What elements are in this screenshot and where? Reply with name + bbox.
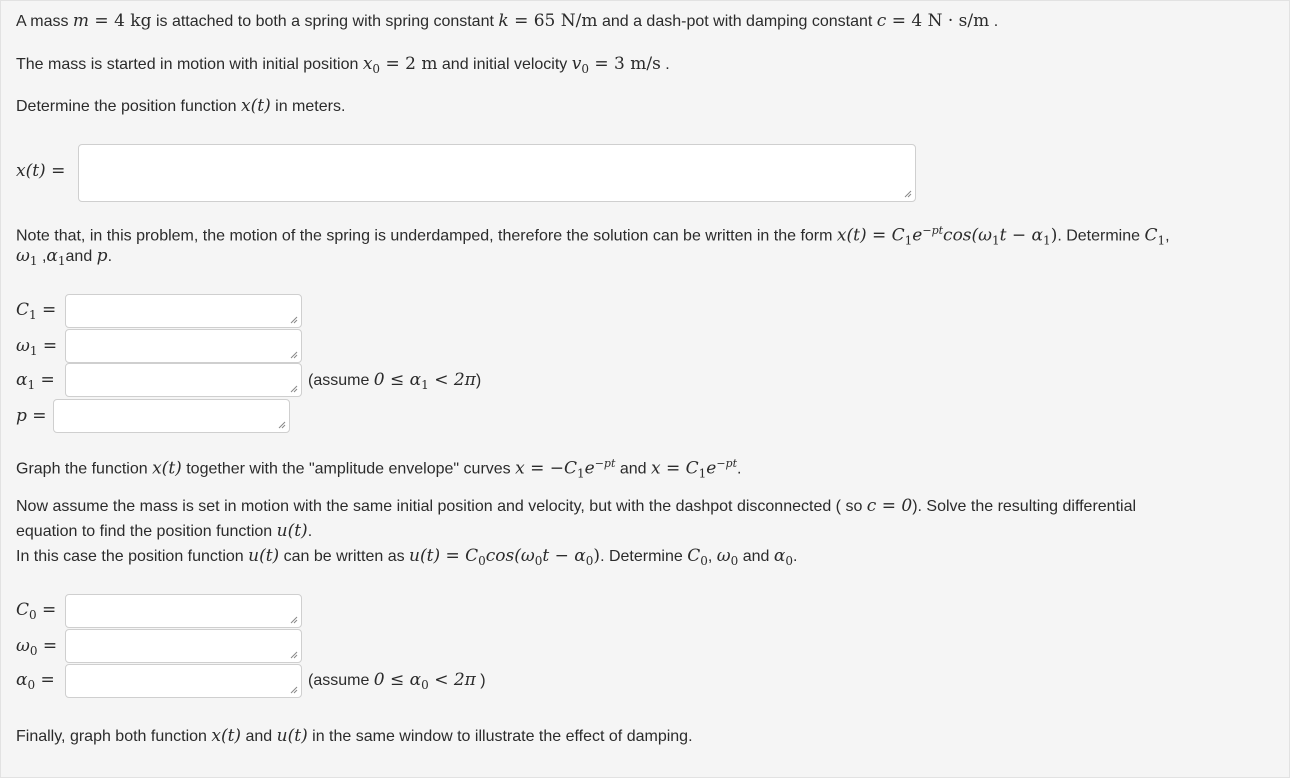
text: , xyxy=(707,548,717,565)
math-u-of-t: u(t) xyxy=(248,546,280,566)
problem-statement-line1 xyxy=(16,11,998,32)
math-x-of-t: x(t) xyxy=(152,458,182,479)
resize-grip-icon[interactable] xyxy=(289,650,298,659)
C1-input[interactable] xyxy=(65,294,302,328)
math-rest: t − α xyxy=(542,546,586,566)
resize-grip-icon[interactable] xyxy=(289,350,298,359)
math-x-of-t: x(t) xyxy=(241,96,271,116)
math-e: e xyxy=(912,225,923,246)
math-range-end: < 2π xyxy=(428,370,476,390)
math-sym: C xyxy=(16,600,30,620)
text: (assume xyxy=(308,372,374,389)
math-sym: p xyxy=(16,406,27,426)
math-sym: ω xyxy=(16,336,30,356)
math-v0: v xyxy=(571,54,582,74)
omega1-label xyxy=(16,336,57,361)
math-sub: 0 xyxy=(585,554,594,569)
math-sub: 1 xyxy=(1043,233,1051,248)
resize-grip-icon[interactable] xyxy=(289,315,298,324)
alpha1-input[interactable] xyxy=(65,363,302,397)
math-exponent: −pt xyxy=(716,457,738,470)
math-sub: 0 xyxy=(29,608,37,623)
math-range: 0 ≤ α xyxy=(373,670,422,690)
text: . xyxy=(107,248,113,265)
math-m-value: = 4 kg xyxy=(89,11,152,31)
text: and a dash-pot with damping constant xyxy=(597,13,877,30)
text: . xyxy=(792,548,798,565)
p-input[interactable] xyxy=(53,399,290,433)
math-c-value: = 4 N · s/m xyxy=(886,11,990,31)
math-sub: 0 xyxy=(534,554,543,569)
math-close: ) xyxy=(1050,225,1058,246)
text: . xyxy=(989,13,999,30)
math-sym: C xyxy=(16,300,30,320)
math-sub: 0 xyxy=(785,554,793,569)
text: In this case the position function xyxy=(16,548,249,565)
graph-instruction xyxy=(16,454,741,484)
alpha1-label xyxy=(16,370,55,395)
math-x-of-t: x(t) xyxy=(211,726,242,746)
text: . xyxy=(737,460,742,478)
math-c-zero: c = 0 xyxy=(866,496,913,516)
text: . xyxy=(307,523,313,540)
math-sub: 0 xyxy=(700,554,708,569)
text: and xyxy=(738,548,774,565)
math-rest: t − α xyxy=(999,225,1044,246)
text: together with the "amplitude envelope" curves xyxy=(181,460,516,478)
C0-label xyxy=(16,600,56,625)
text: ) xyxy=(475,372,482,389)
math-sub: 1 xyxy=(992,233,1000,248)
math-eq: = xyxy=(37,336,58,356)
text: ) xyxy=(475,672,486,689)
math-exponent: −pt xyxy=(922,224,944,237)
text: Finally, graph both function xyxy=(16,728,212,745)
p-label xyxy=(16,406,47,427)
math-eq: = xyxy=(35,370,55,390)
math-sub: 1 xyxy=(29,344,38,359)
text: can be written as xyxy=(279,548,410,565)
math-x0: x xyxy=(362,54,373,74)
text: Now assume the mass is set in motion with the same initial position and velocity, but with the dashpot disconnected ( so xyxy=(16,498,867,515)
text: and xyxy=(65,248,97,265)
math-u-of-t: u(t) xyxy=(276,726,308,746)
omega1-input[interactable] xyxy=(65,329,302,363)
math-sym: α xyxy=(16,670,28,690)
math-exponent: −pt xyxy=(594,457,616,470)
alpha1-constraint xyxy=(308,370,481,395)
math-envelope-upper: x = C xyxy=(650,458,699,479)
math-x0-value: = 2 m xyxy=(380,54,438,74)
math-C0: C xyxy=(687,546,701,566)
text: . Determine xyxy=(600,548,688,565)
math-k-value: = 65 N/m xyxy=(508,11,598,31)
math-sym: ω xyxy=(16,636,30,656)
x-of-t-label: x(t) = xyxy=(16,161,66,181)
math-k: k xyxy=(498,11,509,31)
math-sub: 1 xyxy=(904,233,913,248)
undamped-line2 xyxy=(16,521,312,542)
math-eq: = xyxy=(36,600,57,620)
text: Determine the position function xyxy=(16,98,242,115)
math-formula: u(t) = C xyxy=(409,546,479,566)
math-close: ) xyxy=(593,546,601,566)
text: Note that, in this problem, the motion of the spring is underdamped, therefore the solution can be written in the form xyxy=(16,227,837,245)
math-omega0: ω xyxy=(716,546,731,566)
math-m: m xyxy=(72,11,90,31)
final-instruction xyxy=(16,726,693,747)
math-sub: 0 xyxy=(581,62,589,77)
math-eq: = xyxy=(35,670,55,690)
math-formula: x(t) = C xyxy=(836,225,905,246)
note-line2 xyxy=(16,246,112,271)
math-omega: ω xyxy=(16,246,30,266)
text: and xyxy=(615,460,651,478)
math-envelope-lower: x = −C xyxy=(515,458,577,479)
C0-input[interactable] xyxy=(65,594,302,628)
math-eq: = xyxy=(37,636,58,656)
text: in the same window to illustrate the effect of damping. xyxy=(307,728,693,745)
omega0-label xyxy=(16,636,57,661)
math-range-end: < 2π xyxy=(428,670,476,690)
math-sub: 0 xyxy=(27,678,36,693)
math-alpha: α xyxy=(46,246,58,266)
problem-statement-line3 xyxy=(16,96,345,117)
math-sub: 1 xyxy=(29,308,37,323)
math-cos: cos(ω xyxy=(485,546,535,566)
math-p: p xyxy=(96,246,108,266)
math-sub: 1 xyxy=(1157,233,1166,248)
text: The mass is started in motion with initial position xyxy=(16,56,363,73)
alpha0-input[interactable] xyxy=(65,664,302,698)
math-sub: 0 xyxy=(29,644,38,659)
math-u-of-t: u(t) xyxy=(276,521,308,541)
math-sub: 1 xyxy=(27,378,36,393)
omega0-input[interactable] xyxy=(65,629,302,663)
text: , xyxy=(37,248,47,265)
math-cos: cos(ω xyxy=(943,225,993,246)
math-sub: 0 xyxy=(730,554,739,569)
math-C1: C xyxy=(1144,225,1158,246)
math-sub: 1 xyxy=(698,466,707,481)
text: . Determine xyxy=(1057,227,1145,245)
resize-grip-icon[interactable] xyxy=(289,685,298,694)
undamped-line3 xyxy=(16,546,797,571)
math-sub: 0 xyxy=(372,62,381,77)
x-of-t-input[interactable] xyxy=(78,144,916,202)
resize-grip-icon[interactable] xyxy=(289,615,298,624)
note-line1 xyxy=(16,221,1170,251)
problem-statement-line2 xyxy=(16,54,670,79)
math-sub: 0 xyxy=(478,554,486,569)
math-sub: 0 xyxy=(421,678,429,693)
text: in meters. xyxy=(270,98,346,115)
text: ). Solve the resulting differential xyxy=(912,498,1137,515)
text: equation to find the position function xyxy=(16,523,277,540)
text: Graph the function xyxy=(16,460,153,478)
text: and xyxy=(241,728,277,745)
math-sub: 1 xyxy=(421,378,429,393)
math-sub: 1 xyxy=(57,254,66,269)
math-eq: = xyxy=(36,300,57,320)
text: , xyxy=(1165,227,1170,245)
resize-grip-icon[interactable] xyxy=(289,384,298,393)
text: A mass xyxy=(16,13,73,30)
alpha0-constraint xyxy=(308,670,486,695)
text: and initial velocity xyxy=(437,56,572,73)
undamped-line1 xyxy=(16,496,1136,517)
alpha0-label xyxy=(16,670,55,695)
text: . xyxy=(660,56,670,73)
math-sub: 1 xyxy=(577,466,585,481)
math-c: c xyxy=(876,11,887,31)
text: (assume xyxy=(308,672,374,689)
math-sym: α xyxy=(16,370,28,390)
C1-label xyxy=(16,300,56,325)
math-eq: = xyxy=(26,406,47,426)
math-range: 0 ≤ α xyxy=(373,370,422,390)
resize-grip-icon[interactable] xyxy=(903,189,912,198)
math-sub: 1 xyxy=(29,254,38,269)
text: is attached to both a spring with spring constant xyxy=(151,13,499,30)
resize-grip-icon[interactable] xyxy=(277,420,286,429)
math-v0-value: = 3 m/s xyxy=(589,54,661,74)
math-alpha0: α xyxy=(773,546,786,566)
math-e: e xyxy=(584,458,595,479)
math-e: e xyxy=(706,458,717,479)
